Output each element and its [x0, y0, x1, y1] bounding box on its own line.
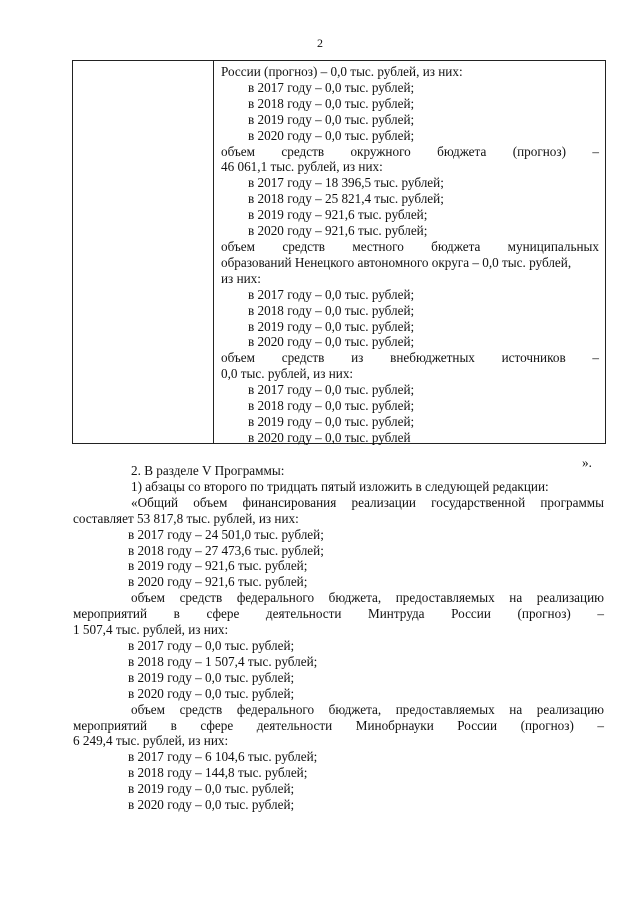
table-line: России (прогноз) – 0,0 тыс. рублей, из них:	[221, 64, 463, 79]
document-body	[73, 463, 604, 813]
financing-table	[72, 60, 606, 444]
table-line: 46 061,1 тыс. рублей, из них:	[221, 159, 383, 175]
table-line: в 2018 году – 0,0 тыс. рублей;	[248, 95, 415, 111]
page-number: 2	[317, 36, 323, 50]
table-line: образований Ненецкого автономного округа – 0,0 тыс. рублей,	[221, 254, 572, 270]
table-line: в 2020 году – 0,0 тыс. рублей	[248, 429, 411, 445]
table-line: 0,0 тыс. рублей, из них:	[221, 366, 354, 382]
body-line: объем средств федерального бюджета, предоставляемых на реализацию	[131, 590, 604, 606]
body-line: объем средств федерального бюджета, предоставляемых на реализацию	[131, 701, 604, 717]
body-line: 6 249,4 тыс. рублей, из них:	[73, 733, 229, 749]
body-line: составляет 53 817,8 тыс. рублей, из них:	[73, 510, 299, 526]
table-cell-text	[221, 64, 599, 446]
year-amount-line: в 2018 году – 144,8 тыс. рублей;	[128, 765, 308, 781]
table-line: в 2019 году – 0,0 тыс. рублей;	[248, 318, 415, 334]
body-line: 2. В разделе V Программы:	[131, 463, 285, 478]
table-line: в 2020 году – 921,6 тыс. рублей;	[248, 223, 428, 239]
body-line: 1) абзацы со второго по тридцать пятый изложить в следующей редакции:	[131, 478, 549, 494]
closing-quote-mark: ».	[582, 455, 592, 470]
year-amount-line: в 2019 году – 0,0 тыс. рублей;	[128, 669, 295, 685]
table-line: объем средств из внебюджетных источников –	[221, 350, 599, 366]
year-amount-line: в 2019 году – 921,6 тыс. рублей;	[128, 558, 308, 574]
table-line: в 2017 году – 0,0 тыс. рублей;	[248, 79, 415, 95]
table-line: в 2019 году – 921,6 тыс. рублей;	[248, 207, 428, 223]
table-line: в 2018 году – 0,0 тыс. рублей;	[248, 398, 415, 414]
year-amount-line: в 2017 году – 0,0 тыс. рублей;	[128, 637, 295, 653]
year-amount-line: в 2017 году – 6 104,6 тыс. рублей;	[128, 749, 318, 765]
table-line: в 2020 году – 0,0 тыс. рублей;	[248, 127, 415, 143]
table-column-divider	[213, 61, 214, 443]
table-line: в 2017 году – 0,0 тыс. рублей;	[248, 382, 415, 398]
year-amount-line: в 2020 году – 0,0 тыс. рублей;	[128, 797, 295, 813]
year-amount-line: в 2018 году – 27 473,6 тыс. рублей;	[128, 542, 324, 558]
table-line: объем средств окружного бюджета (прогноз) –	[221, 143, 599, 159]
table-line: в 2020 году – 0,0 тыс. рублей;	[248, 334, 415, 350]
year-amount-line: в 2020 году – 921,6 тыс. рублей;	[128, 574, 308, 590]
table-line: в 2019 году – 0,0 тыс. рублей;	[248, 111, 415, 127]
table-line: в 2017 году – 0,0 тыс. рублей;	[248, 286, 415, 302]
table-line: в 2019 году – 0,0 тыс. рублей;	[248, 413, 415, 429]
table-line: в 2017 году – 18 396,5 тыс. рублей;	[248, 175, 444, 191]
table-line: объем средств местного бюджета муниципальных	[221, 238, 599, 254]
year-amount-line: в 2017 году – 24 501,0 тыс. рублей;	[128, 526, 324, 542]
body-line: мероприятий в сфере деятельности Минтруда России (прогноз) –	[73, 606, 604, 622]
year-amount-line: в 2019 году – 0,0 тыс. рублей;	[128, 781, 295, 797]
body-line: мероприятий в сфере деятельности Минобрнауки России (прогноз) –	[73, 717, 604, 733]
body-line: «Общий объем финансирования реализации государственной программы	[131, 494, 604, 510]
table-line: в 2018 году – 0,0 тыс. рублей;	[248, 302, 415, 318]
table-line: в 2018 году – 25 821,4 тыс. рублей;	[248, 191, 444, 207]
year-amount-line: в 2020 году – 0,0 тыс. рублей;	[128, 685, 295, 701]
table-line: из них:	[221, 270, 261, 286]
body-line: 1 507,4 тыс. рублей, из них:	[73, 622, 229, 638]
year-amount-line: в 2018 году – 1 507,4 тыс. рублей;	[128, 653, 318, 669]
